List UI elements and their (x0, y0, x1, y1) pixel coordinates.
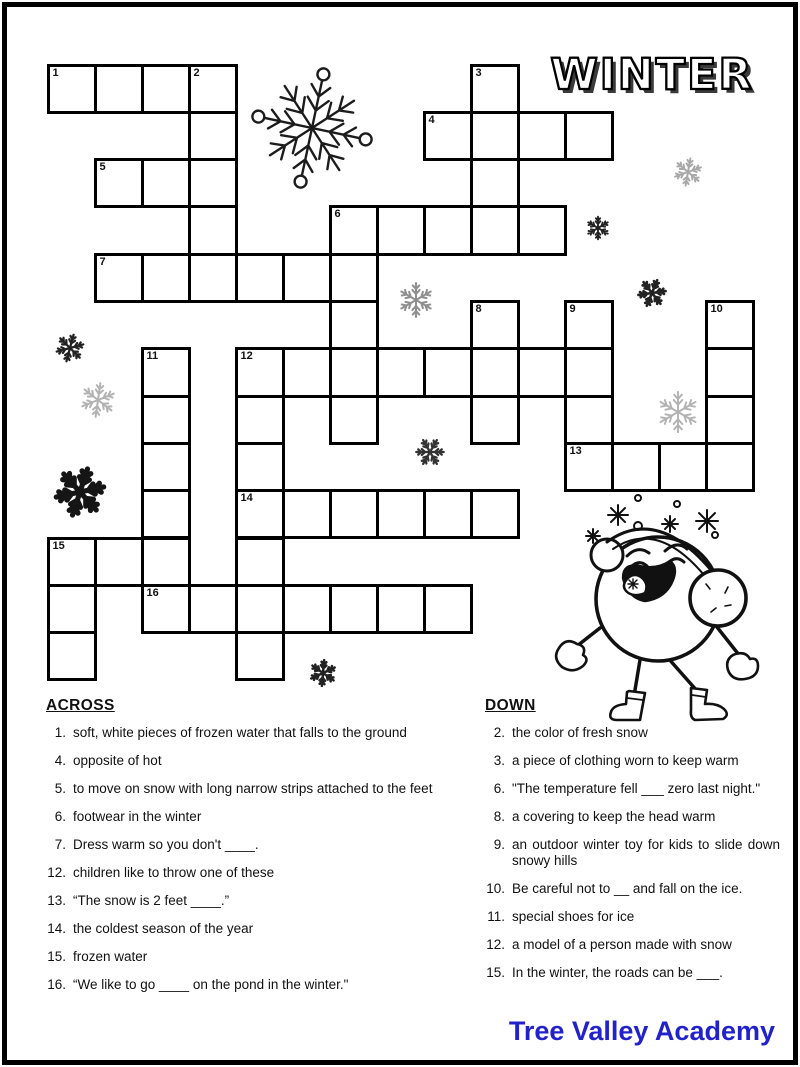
clue-text: special shoes for ice (512, 908, 635, 924)
grid-cell[interactable] (470, 489, 520, 539)
clue-text: opposite of hot (73, 753, 162, 768)
tongue (624, 575, 647, 595)
clue-item (483, 725, 785, 741)
clue-text: children like to throw one of these (73, 865, 275, 880)
clue-item (44, 781, 469, 797)
snowflake-icon (307, 657, 339, 689)
clue-item (483, 965, 785, 981)
grid-cell[interactable] (564, 300, 614, 350)
grid-cell[interactable] (329, 395, 379, 445)
grid-cell[interactable] (47, 64, 97, 114)
clue-number: 8. (493, 809, 505, 824)
grid-cell[interactable] (188, 64, 238, 114)
across-clue-list (44, 725, 469, 993)
clue-text: footwear in the winter (73, 809, 202, 824)
grid-cell[interactable] (188, 205, 238, 255)
grid-cell[interactable] (188, 158, 238, 208)
clue-item (483, 937, 785, 953)
clue-item (483, 753, 785, 769)
grid-cell[interactable] (376, 347, 426, 397)
clue-text: to move on snow with long narrow strips attached to the feet (73, 781, 433, 796)
cell-clue-number: 8 (475, 303, 482, 315)
clue-item (483, 837, 785, 868)
clue-text: Dress warm so you don't ____. (73, 837, 259, 852)
clue-number: 3. (493, 753, 505, 768)
grid-cell[interactable] (235, 253, 285, 303)
grid-cell[interactable] (329, 347, 379, 397)
mitten-right-icon (727, 653, 758, 679)
grid-cell[interactable] (329, 584, 379, 634)
cell-clue-number: 16 (146, 586, 159, 599)
page-title: WINTER (550, 50, 754, 100)
snowflake-icon (50, 462, 110, 522)
across-clues-section (44, 697, 469, 1005)
grid-cell[interactable] (94, 537, 144, 587)
grid-cell[interactable] (235, 584, 285, 634)
snowflake-icon (635, 276, 669, 310)
clue-item (44, 753, 469, 769)
clue-text: Be careful not to __ and fall on the ice. (512, 880, 743, 896)
grid-cell[interactable] (141, 537, 191, 587)
clue-item (483, 909, 785, 925)
clue-number: 10. (486, 880, 505, 896)
cell-clue-number: 4 (428, 113, 435, 126)
grid-cell[interactable] (141, 395, 191, 445)
grid-cell[interactable] (47, 537, 97, 587)
grid-cell[interactable] (376, 489, 426, 539)
clue-item (44, 921, 469, 937)
grid-cell[interactable] (188, 111, 238, 161)
cell-clue-number: 1 (52, 66, 59, 79)
clue-item (44, 977, 469, 993)
clue-number: 6. (493, 781, 505, 796)
cell-clue-number: 9 (569, 303, 576, 315)
snowflake-icon (77, 379, 119, 421)
grid-cell[interactable] (329, 489, 379, 539)
grid-cell[interactable] (517, 347, 567, 397)
grid-cell[interactable] (235, 537, 285, 587)
cell-clue-number: 7 (99, 255, 106, 268)
clue-text: “We like to go ____ on the pond in the winter." (73, 977, 349, 992)
grid-cell[interactable] (470, 111, 520, 161)
grid-cell[interactable] (141, 347, 191, 397)
grid-cell[interactable] (47, 584, 97, 634)
grid-cell[interactable] (470, 395, 520, 445)
stick-legs (634, 658, 698, 696)
earmuff-right-icon (690, 570, 746, 626)
grid-cell[interactable] (329, 253, 379, 303)
clue-item (44, 865, 469, 881)
cell-clue-number: 15 (52, 539, 65, 552)
grid-cell[interactable] (235, 395, 285, 445)
grid-cell[interactable] (141, 489, 191, 539)
clue-text: "The temperature fell ___ zero last night." (512, 781, 761, 796)
clue-text: a covering to keep the head warm (512, 809, 716, 824)
grid-cell[interactable] (564, 111, 614, 161)
clue-item (44, 949, 469, 965)
clue-text: a piece of clothing worn to keep warm (512, 753, 739, 768)
snowflake-icon (250, 66, 374, 190)
snowflake-icon (413, 435, 447, 469)
grid-cell[interactable] (47, 631, 97, 681)
grid-cell[interactable] (658, 442, 708, 492)
clue-text: an outdoor winter toy for kids to slide down snowy hills (512, 837, 780, 868)
grid-cell[interactable] (705, 442, 755, 492)
down-heading: DOWN (485, 697, 536, 714)
clue-text: soft, white pieces of frozen water that falls to the ground (73, 725, 407, 740)
clue-text: the coldest season of the year (73, 921, 254, 936)
clue-number: 12. (486, 936, 505, 952)
clue-number: 15. (486, 964, 505, 980)
clue-item (483, 881, 785, 897)
snowflake-icon (53, 331, 87, 365)
grid-cell[interactable] (188, 584, 238, 634)
cell-clue-number: 11 (146, 350, 159, 363)
cell-clue-number: 10 (710, 303, 723, 315)
clue-item (44, 837, 469, 853)
grid-cell[interactable] (470, 347, 520, 397)
clue-item (483, 781, 785, 797)
mitten-left-icon (556, 641, 586, 670)
grid-cell[interactable] (188, 253, 238, 303)
clue-number: 4. (54, 753, 66, 768)
clue-text: “The snow is 2 feet ____.” (73, 893, 230, 908)
grid-cell[interactable] (94, 253, 144, 303)
grid-cell[interactable] (517, 111, 567, 161)
clue-number: 6. (54, 809, 66, 824)
snowflake-icon (395, 279, 437, 321)
grid-cell[interactable] (94, 158, 144, 208)
cell-clue-number: 6 (334, 208, 341, 221)
grid-cell[interactable] (235, 489, 285, 539)
clue-text: the color of fresh snow (512, 725, 648, 740)
grid-cell[interactable] (329, 205, 379, 255)
clue-number: 11. (487, 908, 505, 924)
grid-cell[interactable] (470, 205, 520, 255)
clue-number: 13. (47, 893, 66, 908)
clue-number: 1. (54, 725, 66, 740)
grid-cell[interactable] (282, 489, 332, 539)
grid-cell[interactable] (705, 300, 755, 350)
grid-cell[interactable] (141, 64, 191, 114)
snowflake-icon (671, 155, 705, 189)
grid-cell[interactable] (282, 347, 332, 397)
grid-cell[interactable] (423, 111, 473, 161)
grid-cell[interactable] (705, 395, 755, 445)
clue-item (44, 725, 469, 741)
clue-item (44, 809, 469, 825)
clue-item (483, 809, 785, 825)
clue-number: 9. (493, 837, 505, 852)
grid-cell[interactable] (282, 253, 332, 303)
clue-number: 14. (47, 921, 66, 936)
grid-cell[interactable] (282, 584, 332, 634)
grid-cell[interactable] (141, 442, 191, 492)
cell-clue-number: 5 (99, 161, 106, 174)
clue-text: a model of a person made with snow (512, 936, 732, 952)
cell-clue-number: 13 (569, 444, 582, 457)
grid-cell[interactable] (329, 300, 379, 350)
grid-cell[interactable] (611, 442, 661, 492)
cell-clue-number: 2 (193, 66, 200, 79)
grid-cell[interactable] (141, 158, 191, 208)
grid-cell[interactable] (564, 395, 614, 445)
clue-number: 15. (47, 949, 66, 964)
clue-item (44, 893, 469, 909)
grid-cell[interactable] (141, 584, 191, 634)
grid-cell[interactable] (564, 442, 614, 492)
grid-cell[interactable] (235, 347, 285, 397)
grid-cell[interactable] (141, 253, 191, 303)
grid-cell[interactable] (423, 489, 473, 539)
grid-cell[interactable] (705, 347, 755, 397)
grid-cell[interactable] (517, 205, 567, 255)
clue-text: frozen water (73, 949, 148, 964)
across-heading: ACROSS (46, 697, 115, 714)
grid-cell[interactable] (470, 158, 520, 208)
snowflake-icon (653, 387, 703, 437)
grid-cell[interactable] (423, 347, 473, 397)
earmuff-left-icon (591, 539, 623, 571)
down-clue-list (483, 725, 785, 980)
clue-number: 7. (54, 837, 66, 852)
grid-cell[interactable] (235, 631, 285, 681)
cell-clue-number: 14 (240, 492, 253, 505)
clue-number: 12. (47, 865, 66, 880)
grid-cell[interactable] (423, 205, 473, 255)
grid-cell[interactable] (423, 584, 473, 634)
cell-clue-number: 12 (240, 350, 253, 363)
grid-cell[interactable] (376, 205, 426, 255)
grid-cell[interactable] (470, 300, 520, 350)
clue-text: In the winter, the roads can be ___. (512, 964, 723, 980)
grid-cell[interactable] (470, 64, 520, 114)
clue-number: 16. (47, 977, 66, 992)
cell-clue-number: 3 (475, 66, 482, 79)
grid-cell[interactable] (376, 584, 426, 634)
grid-cell[interactable] (564, 347, 614, 397)
clue-number: 2. (493, 725, 505, 740)
brand-name: Tree Valley Academy (508, 1016, 775, 1046)
clue-number: 5. (54, 781, 66, 796)
grid-cell[interactable] (94, 64, 144, 114)
down-clues-section (483, 697, 785, 993)
snowflake-icon (584, 214, 612, 242)
grid-cell[interactable] (235, 442, 285, 492)
